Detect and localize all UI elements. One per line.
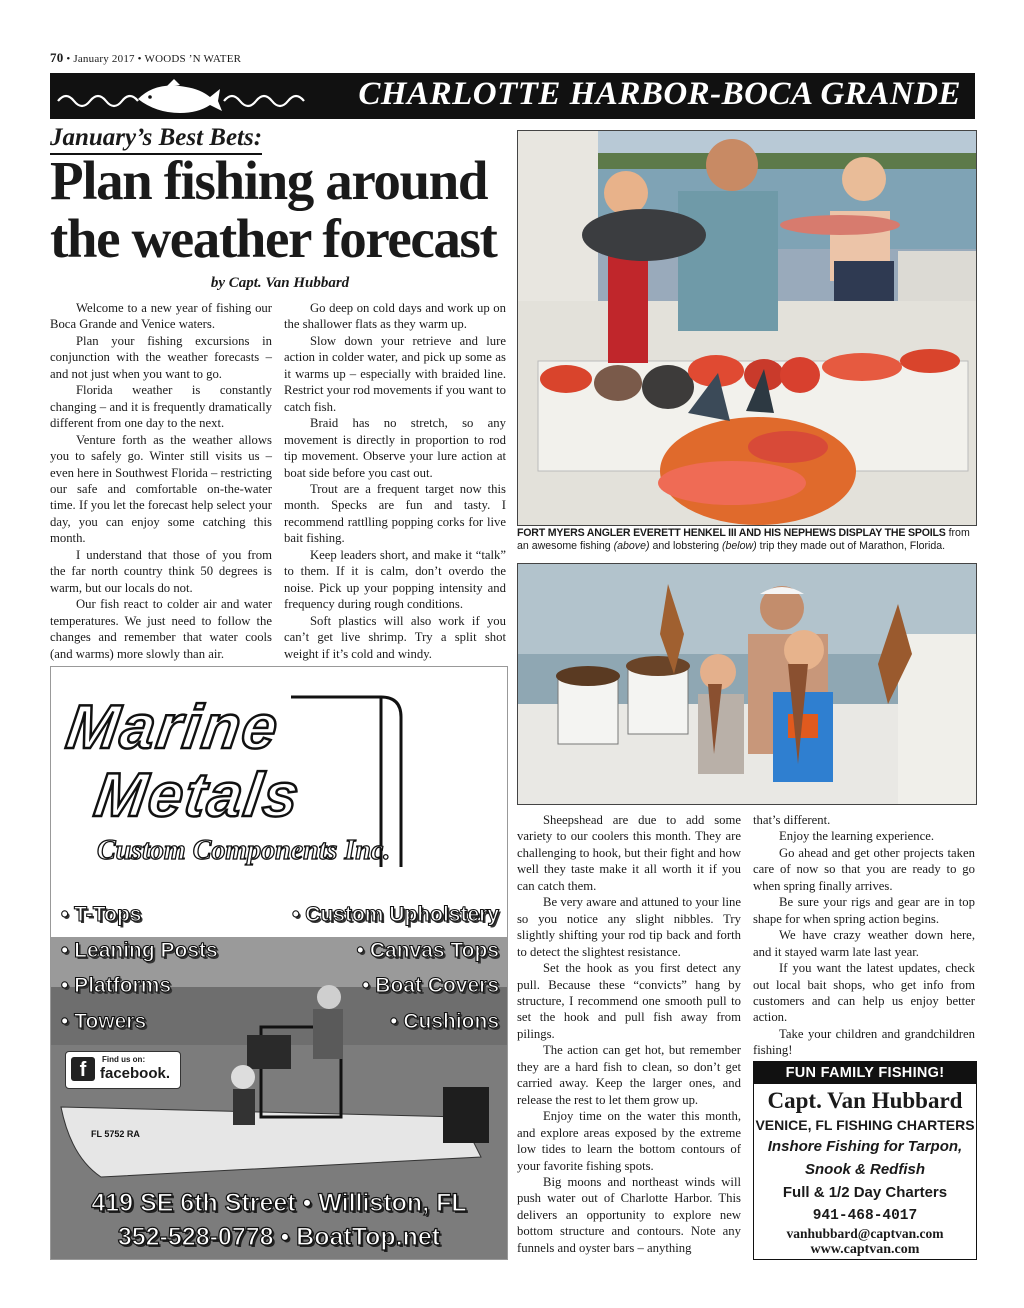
- paragraph: We have crazy weather down here, and it stayed warm late last year.: [753, 928, 975, 959]
- service-item: • Boat Covers: [362, 974, 499, 997]
- ad-address: 419 SE 6th Street • Williston, FL: [91, 1189, 467, 1217]
- photo-caption: [517, 527, 977, 553]
- paragraph: Soft plastics will also work if you can’t get live shrimp. Try a split shot weight if it’s cold and windy.: [284, 613, 506, 661]
- charter-subtitle: VENICE, FL FISHING CHARTERS: [755, 1117, 975, 1133]
- service-item: • Canvas Tops: [356, 939, 499, 962]
- caption-text: and lobstering: [649, 540, 722, 552]
- article-column-1: [50, 300, 272, 662]
- paragraph: Welcome to a new year of fishing our Boca Grande and Venice waters.: [50, 301, 272, 332]
- facebook-badge[interactable]: [65, 1051, 181, 1089]
- brand-tagline: Custom Components Inc.: [97, 835, 391, 866]
- service-item: • Leaning Posts: [61, 939, 218, 962]
- facebook-icon: f: [71, 1057, 95, 1081]
- caption-text: from an awesome fishing: [517, 527, 970, 552]
- captain-name: Capt. Van Hubbard: [767, 1088, 963, 1113]
- paragraph: Take your children and grandchildren fishing!: [753, 1026, 975, 1058]
- charter-ad: [753, 1061, 977, 1260]
- paragraph: If you want the latest updates, check out local bait shops, who get info from customers and can help us enjoy better action.: [753, 961, 975, 1025]
- service-item: • Cushions: [390, 1010, 499, 1033]
- brand-name-line2: Metals: [90, 761, 305, 830]
- fish-wave-icon: [54, 77, 316, 115]
- paragraph: Slow down your retrieve and lure action in colder water, and pick up some as it warms up – especially with braided line. Restrict your rod movements if you want to catch fish.: [284, 333, 506, 414]
- anglers-with-fish-image: [518, 131, 976, 525]
- paragraph: Venture forth as the weather allows you to safely go. Winter still visits us – even here in Southwest Florida – restricting our safe and comfortable on-the-water time. If you let the forecast help select your day, you can enjoy some catching this month.: [50, 432, 272, 546]
- charter-ad-header: FUN FAMILY FISHING!: [754, 1062, 976, 1084]
- folio-separator: •: [63, 53, 74, 65]
- brand-name-line1: Marine: [62, 693, 284, 762]
- paragraph: The action can get hot, but remember they are a hard fish to clean, so don’t get carried away. Keep the larger ones, and release the rest to let them grow up.: [517, 1043, 741, 1107]
- issue-date: January 2017: [73, 53, 135, 65]
- paragraph: Florida weather is constantly changing – and it is frequently dramatically different from one day to the next.: [50, 383, 272, 431]
- paragraph: Braid has no stretch, so any movement is directly in proportion to rod tip movement. Observe your lure action at boat side before you cast out.: [284, 416, 506, 480]
- fishing-photo: [517, 130, 977, 526]
- paragraph: Keep leaders short, and make it “talk” to them. If it is calm, don’t overdo the noise. Pick up your popping intensity and frequency during rough conditions.: [284, 547, 506, 612]
- paragraph: Enjoy the learning experience.: [779, 829, 935, 844]
- charter-line: Full & 1/2 Day Charters: [782, 1184, 948, 1201]
- section-title: CHARLOTTE HARBOR-BOCA GRANDE: [358, 76, 961, 112]
- paragraph: Go ahead and get other projects taken care of now so that you are ready to go when spring finally arrives.: [753, 845, 975, 893]
- service-item: • T-Tops: [61, 903, 142, 926]
- paragraph: that’s different.: [753, 813, 831, 827]
- caption-italic: (above): [613, 540, 650, 552]
- caption-text: trip they made out of Marathon, Florida.: [756, 540, 946, 552]
- paragraph: Go deep on cold days and work up on the shallower flats as they warm up.: [284, 301, 506, 332]
- article-column-2: [284, 300, 506, 662]
- paragraph: I understand that those of you from the far north country think 50 degrees is warm, but our locals do not.: [50, 547, 272, 595]
- paragraph: Sheepshead are due to add some variety to our coolers this month. They are challenging to hook, but their fight and how well they taste make it all worth it if you can catch them.: [517, 813, 741, 893]
- magazine-name: WOODS ’N WATER: [144, 53, 242, 65]
- charter-email[interactable]: vanhubbard@captvan.com: [786, 1226, 944, 1241]
- paragraph: Our fish react to colder air and water temperatures. We just need to follow the changes and remember that water cools (and warms) more slowly than air.: [50, 597, 272, 661]
- paragraph: Enjoy time on the water this month, and explore areas exposed by the extreme low tides to learn the bottom contours of your favorite fishing spots.: [517, 1109, 741, 1173]
- lobstering-photo: [517, 563, 977, 805]
- section-banner: [50, 73, 975, 119]
- caption-lead: FORT MYERS ANGLER EVERETT HENKEL III AND HIS NEPHEWS DISPLAY THE SPOILS: [517, 527, 946, 539]
- boat-registration: FL 5752 RA: [91, 1129, 140, 1139]
- service-item: • Custom Upholstery: [292, 903, 499, 926]
- article-column-3: [517, 812, 741, 1256]
- charter-line: Inshore Fishing for Tarpon,: [767, 1138, 963, 1155]
- caption-italic: (below): [721, 540, 757, 552]
- anglers-with-lobster-image: [518, 564, 976, 804]
- folio-separator: •: [134, 53, 145, 65]
- paragraph: Set the hook as you first detect any pull. Because these “convicts” hang by structure, I recommend one smooth pull to set the hook and pull fish away from pilings.: [517, 961, 741, 1041]
- marine-metals-ad: [50, 666, 508, 1260]
- service-item: • Platforms: [61, 974, 172, 997]
- page-folio: [50, 50, 241, 66]
- paragraph: Be very aware and attuned to your line so you notice any slight nibbles. Try slightly shifting your rod tip back and forth to detect the slightest resistance.: [517, 895, 741, 959]
- ad-contact: 352-528-0778 • BoatTop.net: [117, 1223, 441, 1251]
- article-headline: [50, 152, 510, 268]
- charter-website[interactable]: www.captvan.com: [810, 1242, 920, 1257]
- facebook-label: Find us on:: [102, 1055, 146, 1064]
- paragraph: Plan your fishing excursions in conjunction with the weather forecasts – and not just when you want to go.: [50, 333, 272, 381]
- paragraph: Be sure your rigs and gear are in top shape for when spring action begins.: [753, 895, 975, 926]
- charter-phone: 941-468-4017: [812, 1208, 918, 1224]
- page-number: 70: [50, 50, 64, 65]
- paragraph: Trout are a frequent target now this month. Specks are fun and tasty. I recommend rattlling popping corks for live bait fishing.: [284, 481, 506, 546]
- headline-line: the weather forecast: [50, 208, 497, 269]
- paragraph: Big moons and northeast winds will push water out of Charlotte Harbor. This delivers an opportunity to explore new bottom structure and contours. Note any funnels and oyster bars – anything: [517, 1174, 741, 1255]
- facebook-wordmark: facebook.: [100, 1065, 171, 1082]
- headline-line: Plan fishing around: [50, 150, 488, 211]
- article-kicker: January’s Best Bets:: [50, 124, 262, 155]
- service-item: • Towers: [61, 1010, 147, 1033]
- article-column-4: [753, 812, 975, 1059]
- charter-line: Snook & Redfish: [804, 1161, 925, 1178]
- article-byline: by Capt. Van Hubbard: [210, 275, 350, 291]
